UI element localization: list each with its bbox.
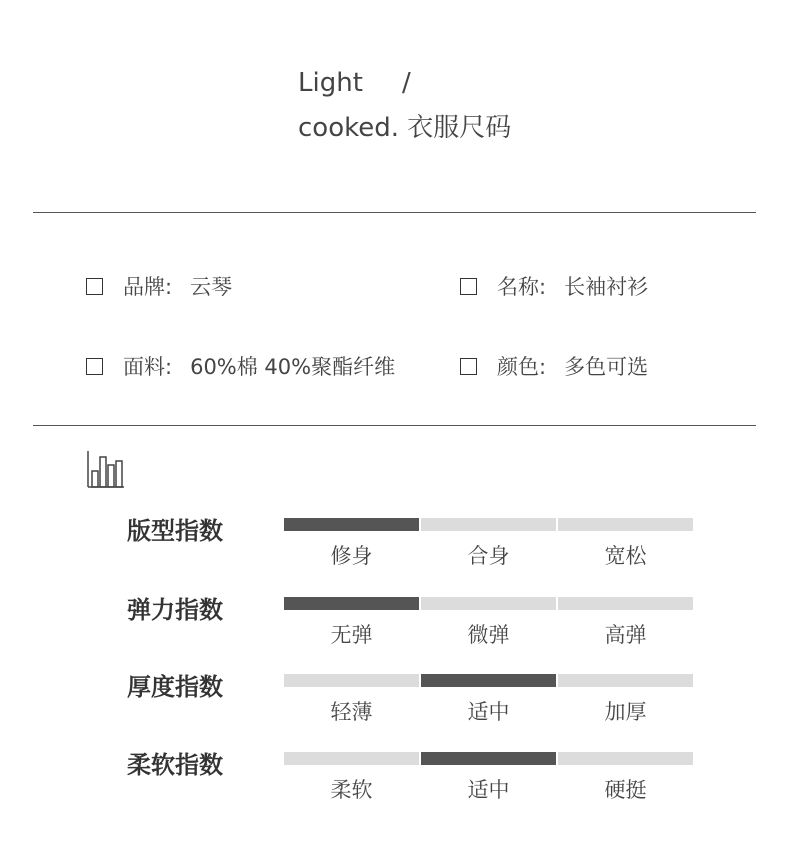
- index-option-label: 合身: [467, 544, 510, 568]
- index-option-label: 宽松: [604, 544, 647, 568]
- divider-top: [33, 212, 756, 213]
- index-segment[interactable]: [558, 752, 693, 765]
- index-segment[interactable]: [558, 597, 693, 610]
- index-option-label: 硬挺: [604, 778, 647, 802]
- index-segment-selected[interactable]: [421, 752, 556, 765]
- color-label: 颜色:: [497, 355, 547, 379]
- index-segment-selected[interactable]: [284, 597, 419, 610]
- index-title: 厚度指数: [127, 673, 223, 701]
- index-segment[interactable]: [558, 518, 693, 531]
- index-segment[interactable]: [284, 752, 419, 765]
- header-slash: /: [402, 68, 411, 98]
- info-fabric: [86, 351, 395, 381]
- header-title-line1: Light: [298, 68, 363, 98]
- index-title: 版型指数: [127, 517, 223, 545]
- index-segment[interactable]: [284, 674, 419, 687]
- brand-value: 云琴: [190, 275, 233, 299]
- color-value: 多色可选: [564, 355, 649, 379]
- index-title: 弹力指数: [127, 596, 223, 624]
- index-option-label: 无弹: [330, 623, 373, 647]
- index-option-label: 微弹: [467, 623, 510, 647]
- index-segment[interactable]: [421, 597, 556, 610]
- name-checkbox[interactable]: [460, 278, 477, 295]
- index-segment[interactable]: [558, 674, 693, 687]
- index-option-label: 轻薄: [330, 700, 373, 724]
- index-segment-selected[interactable]: [421, 674, 556, 687]
- brand-label: 品牌:: [123, 275, 173, 299]
- fabric-value: 60%棉 40%聚酯纤维: [190, 355, 396, 379]
- info-brand: [86, 271, 232, 301]
- index-segment-selected[interactable]: [284, 518, 419, 531]
- brand-checkbox[interactable]: [86, 278, 103, 295]
- index-option-label: 高弹: [604, 623, 647, 647]
- index-option-label: 适中: [467, 778, 510, 802]
- info-name: [460, 271, 648, 301]
- bar-chart-icon: [87, 451, 125, 488]
- info-color: [460, 351, 648, 381]
- fabric-label: 面料:: [123, 355, 173, 379]
- index-option-label: 柔软: [330, 778, 373, 802]
- name-label: 名称:: [497, 275, 547, 299]
- color-checkbox[interactable]: [460, 358, 477, 375]
- index-title: 柔软指数: [127, 751, 223, 779]
- header-title-line2: cooked. 衣服尺码: [298, 113, 512, 143]
- index-option-label: 修身: [330, 544, 373, 568]
- index-option-label: 适中: [467, 700, 510, 724]
- index-segment[interactable]: [421, 518, 556, 531]
- divider-middle: [33, 425, 756, 426]
- name-value: 长袖衬衫: [564, 275, 649, 299]
- index-option-label: 加厚: [604, 700, 647, 724]
- fabric-checkbox[interactable]: [86, 358, 103, 375]
